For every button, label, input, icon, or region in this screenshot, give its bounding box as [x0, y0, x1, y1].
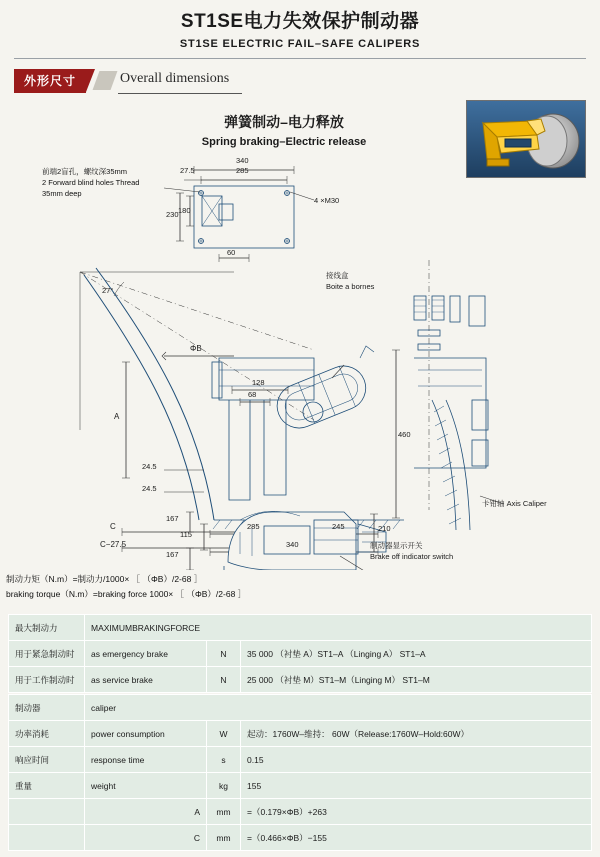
cell-label-en: caliper [85, 695, 592, 721]
note-indicator-switch [370, 540, 453, 562]
cell-label-en: weight [85, 773, 207, 799]
cell-label-cn [9, 825, 85, 851]
cell-unit: N [207, 641, 241, 667]
dim-340-top: 340 [236, 156, 249, 165]
cell-unit: mm [207, 825, 241, 851]
dim-460: 460 [398, 430, 411, 439]
cell-unit: s [207, 747, 241, 773]
cell-label-cn: 重量 [9, 773, 85, 799]
drawing-title-en: Spring braking–Electric release [201, 136, 367, 148]
cell-label-en: MAXIMUMBRAKINGFORCE [85, 615, 592, 641]
cell-label-cn: 用于工作制动时 [9, 667, 85, 693]
note-blind-holes [42, 166, 139, 199]
dim-115: 115 [180, 530, 192, 539]
cell-value: 0.15 [241, 747, 592, 773]
note-axis-caliper [482, 498, 547, 509]
cell-unit: N [207, 667, 241, 693]
dim-68: 68 [248, 390, 257, 399]
cell-unit: kg [207, 773, 241, 799]
cell-value: 155 [241, 773, 592, 799]
table-row [9, 773, 592, 799]
dim-285-mid: 285 [247, 522, 260, 531]
technical-drawing [14, 100, 586, 570]
cell-label-en: C [85, 825, 207, 851]
table-row [9, 667, 592, 693]
dim-245: 245 [332, 522, 345, 531]
header-divider [14, 58, 586, 59]
note-thread-m30: 4 ×M30 [314, 196, 340, 205]
section-header [0, 69, 600, 95]
dim-24-5-b: 24.5 [142, 484, 157, 493]
page-title-cn: ST1SE电力失效保护制动器 [180, 11, 420, 32]
dim-A: A [114, 412, 120, 421]
cell-label-cn: 制动器 [9, 695, 85, 721]
note-blind-holes-en1: 2 Forward blind holes Thread [42, 178, 140, 187]
formula-line-en: braking torque（N.m）=braking force 1000× ［ （ΦB）/2-68 ］ [6, 589, 247, 599]
dim-285-top: 285 [236, 166, 249, 175]
section-label-en: Overall dimensions [120, 71, 230, 86]
cell-label-cn: 最大制动力 [9, 615, 85, 641]
section-tag-cn: 外形尺寸 [14, 69, 86, 93]
max-braking-force-table [8, 614, 592, 693]
table-row [9, 825, 592, 851]
cell-unit: mm [207, 799, 241, 825]
cell-value: 35 000 （衬垫 A）ST1–A （Linging A） ST1–A [241, 641, 592, 667]
cell-value: =（0.179×ΦB）+263 [241, 799, 592, 825]
note-indicator-en: Brake off indicator switch [370, 552, 454, 561]
dim-210: 210 [378, 524, 391, 533]
dim-167-a: 167 [166, 514, 179, 523]
drawing-title-cn: 弹簧制动–电力释放 [224, 114, 344, 130]
dim-C: C [110, 522, 116, 531]
dim-phi-B: ΦB [190, 344, 202, 353]
dim-230: 230 [166, 210, 179, 219]
cell-label-cn [9, 799, 85, 825]
dim-24-5-a: 24.5 [142, 462, 157, 471]
dim-27-deg: 27° [102, 286, 114, 295]
formula-line-cn: 制动力矩（N.m）=制动力/1000× ［ （ΦB）/2-68 ］ [6, 574, 203, 584]
dim-128: 128 [252, 378, 265, 387]
note-indicator-cn: 制动器显示开关 [370, 541, 423, 550]
table-row [9, 641, 592, 667]
caliper-specs-table [8, 694, 592, 851]
cell-label-cn: 功率消耗 [9, 721, 85, 747]
note-axis-caliper-en: Axis Caliper [506, 499, 547, 508]
table-row [9, 799, 592, 825]
note-terminal-box [326, 270, 374, 292]
dim-340-mid: 340 [286, 540, 299, 549]
table-row [9, 695, 592, 721]
dim-180: 180 [178, 206, 191, 215]
note-axis-caliper-cn: 卡钳轴 [482, 499, 505, 508]
cell-value: =（0.466×ΦB）−155 [241, 825, 592, 851]
section-ribbon [93, 71, 118, 90]
section-underline [118, 93, 242, 94]
formula-block [6, 572, 566, 602]
note-blind-holes-cn: 前端2盲孔，螺纹深35mm [42, 167, 128, 176]
page-header [0, 0, 600, 50]
table-row [9, 747, 592, 773]
table-row [9, 615, 592, 641]
cell-label-en: power consumption [85, 721, 207, 747]
cell-label-cn: 用于紧急制动时 [9, 641, 85, 667]
page-title-en: ST1SE ELECTRIC FAIL–SAFE CALIPERS [179, 38, 421, 50]
cell-unit: W [207, 721, 241, 747]
dim-C-27-5: C−27.5 [100, 540, 127, 549]
cell-label-cn: 响应时间 [9, 747, 85, 773]
cell-label-en: A [85, 799, 207, 825]
note-terminal-box-cn: 接线盒 [326, 271, 349, 280]
note-terminal-box-fr: Boite a bornes [326, 282, 375, 291]
table-row [9, 721, 592, 747]
cell-label-en: as service brake [85, 667, 207, 693]
dim-167-b: 167 [166, 550, 179, 559]
cell-value: 起动：1760W–维持： 60W（Release:1760W–Hold:60W） [241, 721, 592, 747]
dim-27-5-top: 27.5 [180, 166, 195, 175]
cell-label-en: as emergency brake [85, 641, 207, 667]
cell-value: 25 000 （衬垫 M）ST1–M（Linging M） ST1–M [241, 667, 592, 693]
note-blind-holes-en2: 35mm deep [42, 189, 82, 198]
dim-60: 60 [227, 248, 236, 257]
cell-label-en: response time [85, 747, 207, 773]
